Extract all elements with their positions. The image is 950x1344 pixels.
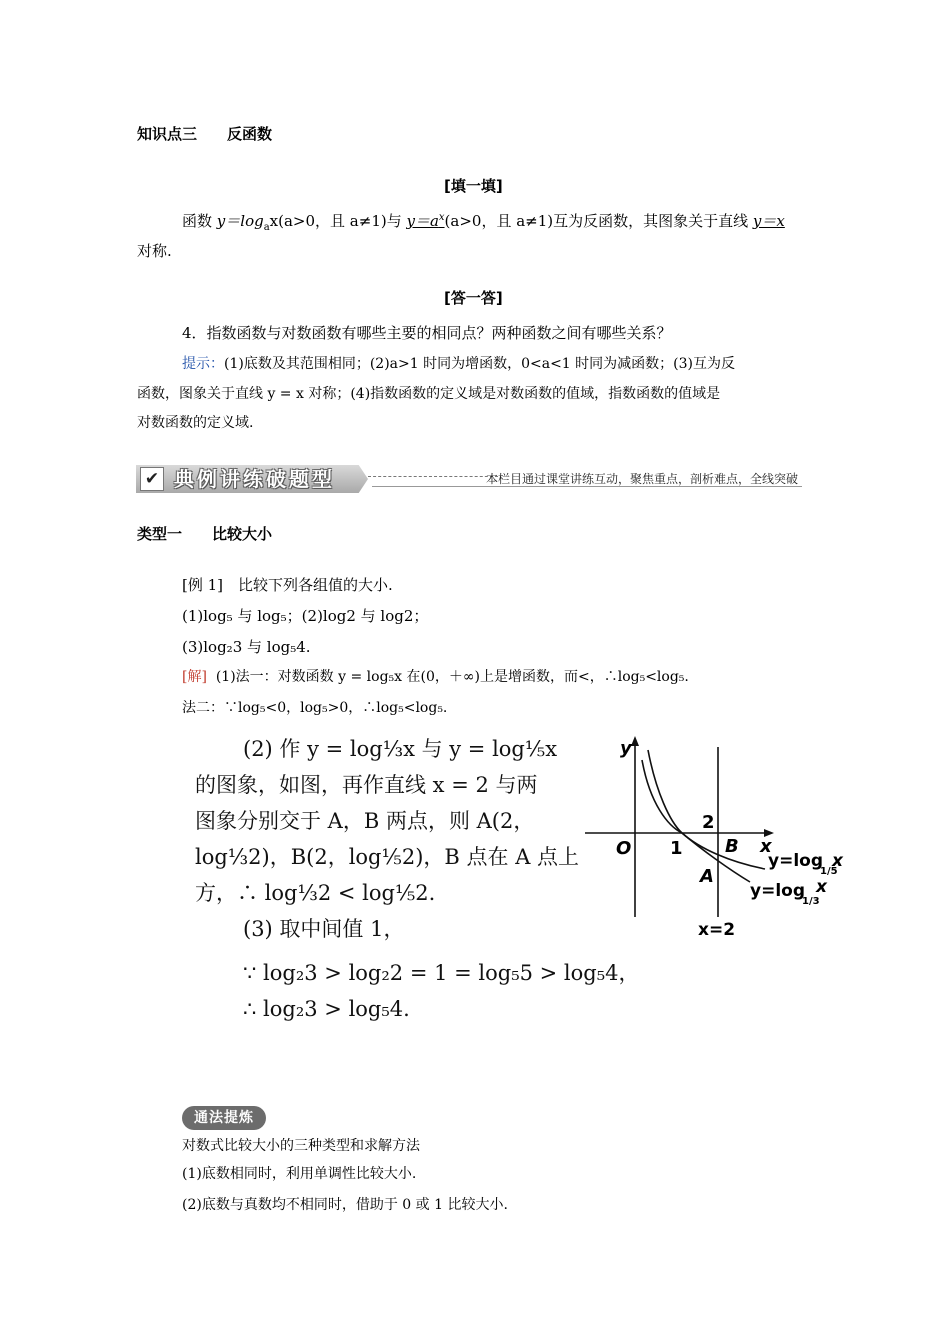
- fill-paragraph: [182, 211, 785, 231]
- point-a-label: A: [700, 866, 714, 887]
- curve2-label-var: x: [816, 877, 827, 897]
- fill-text-start: 函数: [182, 212, 213, 230]
- fill-blank-1-text: y＝a: [406, 212, 439, 230]
- graph-line-7: ∵ log₂3 > log₂2 = 1 = log₅5 > log₅4，: [243, 961, 640, 985]
- y-axis-arrow: [631, 736, 639, 746]
- example-items-1: (1)log₅ 与 log₅；(2)log2 与 log2；: [182, 607, 429, 625]
- section-banner: [136, 462, 806, 496]
- hint-line-2: 函数，图象关于直线 y = x 对称；(4)指数函数的定义域是对数函数的值域，指数函数的值域是: [137, 386, 721, 402]
- tick-two: 2: [702, 812, 715, 833]
- fill-end: 对称.: [137, 242, 172, 260]
- y-axis-label: y: [620, 738, 632, 759]
- log-graph-figure: [580, 732, 850, 942]
- graph-line-1: (2) 作 y = log⅓x 与 y = log⅕x: [243, 737, 558, 761]
- vline-label: x=2: [698, 920, 736, 940]
- fill-heading: [填一填]: [444, 177, 503, 195]
- section-title: 知识点三 反函数: [137, 125, 273, 143]
- type-title: 类型一 比较大小: [137, 525, 273, 543]
- banner-title: 典例讲练破题型: [174, 467, 335, 491]
- fill-func-base: a: [263, 222, 270, 233]
- banner-subtitle: 本栏目通过课堂讲练互动，聚焦重点，剖析难点，全线突破: [486, 472, 799, 486]
- graph-line-4: log⅓2)，B(2，log⅕2)，B 点在 A 点上: [195, 845, 580, 869]
- solution-text-1: (1)法一：对数函数 y = log₅x 在(0，＋∞)上是增函数，而<，∴log₅<log₅.: [215, 669, 689, 685]
- hint-line-3: 对数函数的定义域.: [137, 415, 254, 431]
- curve-log-one-fifth: [648, 750, 765, 869]
- fill-blank-1: [406, 212, 444, 230]
- solution-label: [解]: [182, 669, 207, 685]
- answer-heading: [答一答]: [444, 289, 503, 307]
- hint-line-1: [182, 354, 735, 374]
- graph-line-8: ∴ log₂3 > log₅4.: [243, 997, 410, 1021]
- tick-one: 1: [670, 838, 683, 859]
- graph-line-5: 方，∴ log⅓2 < log⅕2.: [195, 881, 436, 905]
- answer-question: 4．指数函数与对数函数有哪些主要的相同点？两种函数之间有哪些关系？: [182, 324, 672, 342]
- curve2-label-base: 1/3: [802, 896, 820, 907]
- origin-label: O: [616, 838, 632, 859]
- curve-log-one-third: [642, 760, 750, 882]
- graph-line-2: 的图象，如图，再作直线 x = 2 与两: [195, 773, 538, 797]
- hint-text-1: (1)底数及其范围相同；(2)a>1 时同为增函数，0<a<1 时同为减函数；(3)互为反: [224, 356, 735, 372]
- example-title: [例 1] 比较下列各组值的大小.: [182, 576, 393, 594]
- hint-label: 提示：: [182, 356, 224, 372]
- banner-divider: [368, 476, 498, 477]
- summary-line-3: (2)底数与真数均不相同时，借助于 0 或 1 比较大小.: [182, 1197, 508, 1213]
- fill-blank-2: y＝x: [752, 212, 785, 230]
- curve2-label-text: y=log: [750, 881, 806, 901]
- solution-line-2: 法二：∵log₅<0，log₅>0，∴log₅<log₅.: [182, 700, 448, 716]
- method-summary-badge: 通法提炼: [182, 1106, 266, 1130]
- fill-func-tail: x(a>0，且 a≠1)与: [269, 212, 407, 230]
- fill-blank-1-sup: x: [438, 212, 445, 223]
- point-b-label: B: [725, 836, 739, 857]
- checkmark-icon: ✔: [140, 467, 164, 491]
- solution-line-1: [182, 667, 689, 687]
- curve1-label-var: x: [832, 851, 843, 871]
- summary-line-1: 对数式比较大小的三种类型和求解方法: [182, 1138, 420, 1154]
- example-items-2: (3)log₂3 与 log₅4.: [182, 638, 311, 656]
- curve1-label-text: y=log: [768, 851, 824, 871]
- curve1-label: [768, 851, 844, 877]
- fill-mid: (a>0，且 a≠1)互为反函数，其图象关于直线: [444, 212, 753, 230]
- graph-line-3: 图象分别交于 A，B 两点，则 A(2，: [195, 809, 535, 833]
- curve1-label-base: 1/5: [820, 866, 838, 877]
- curve2-label: [750, 877, 828, 907]
- fill-func: y＝log: [216, 212, 264, 230]
- graph-line-6: (3) 取中间值 1，: [243, 917, 405, 941]
- summary-line-2: (1)底数相同时，利用单调性比较大小.: [182, 1166, 417, 1182]
- x-axis-label: x: [760, 836, 772, 857]
